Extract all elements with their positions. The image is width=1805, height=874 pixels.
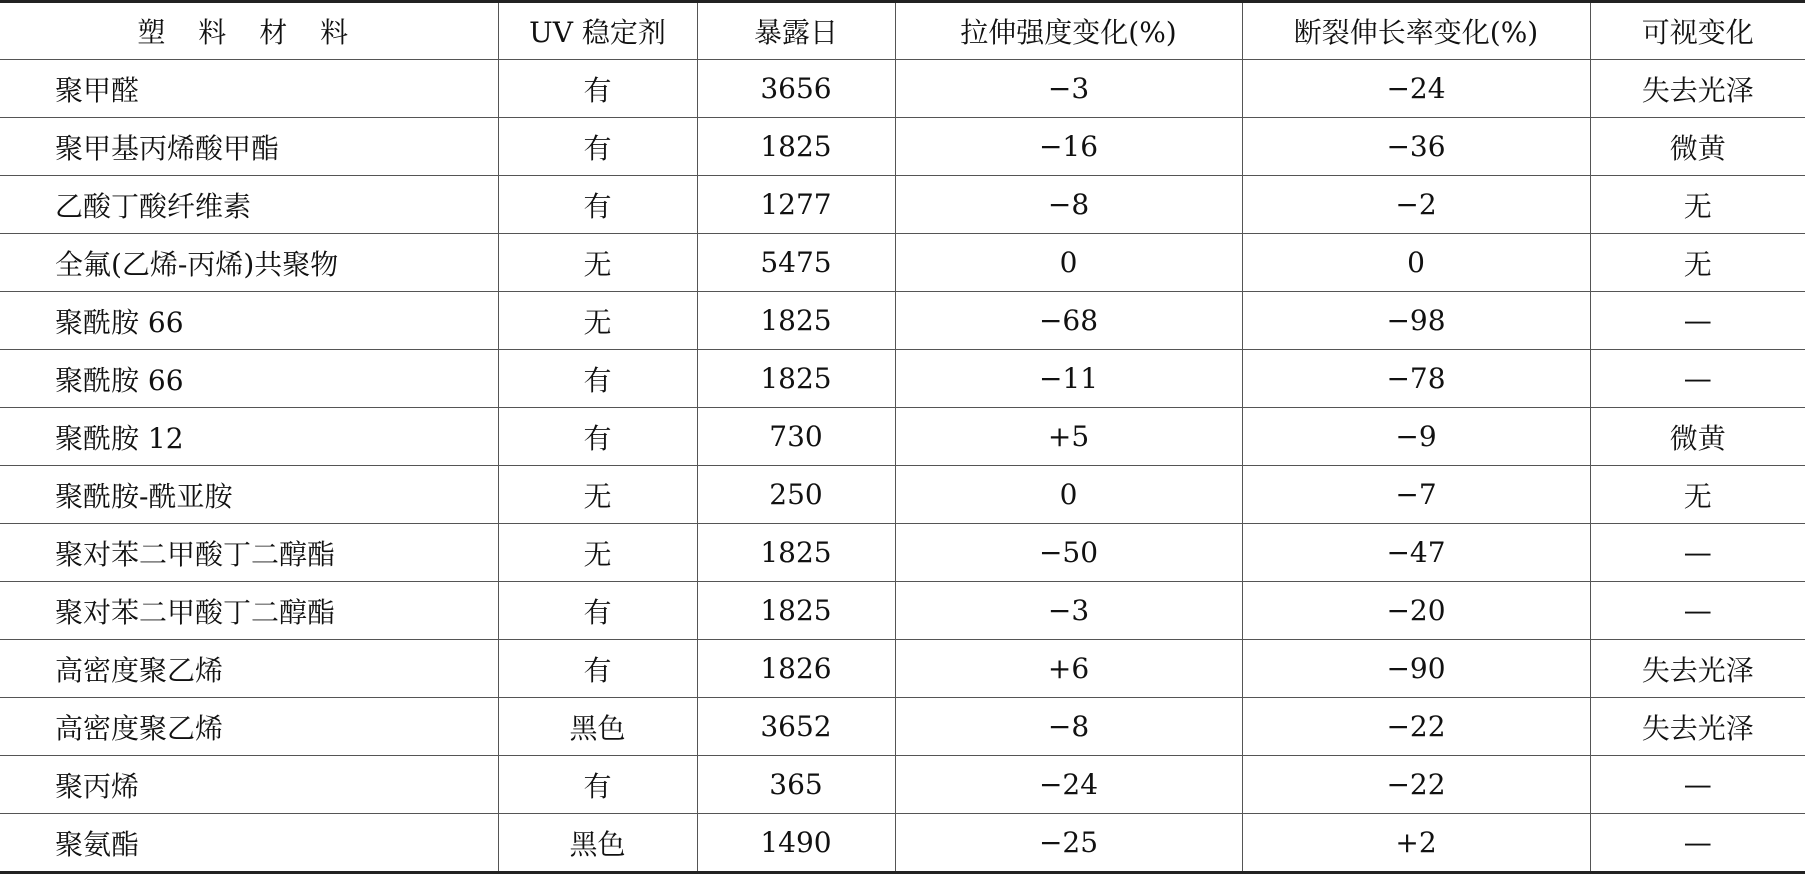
visual-change-cell: — bbox=[1590, 814, 1805, 873]
visual-change-cell: 无 bbox=[1590, 466, 1805, 524]
tensile-change-cell: −24 bbox=[895, 756, 1242, 814]
exposure-days-cell: 3656 bbox=[697, 60, 895, 118]
material-cell: 高密度聚乙烯 bbox=[0, 698, 498, 756]
tensile-change-cell: −8 bbox=[895, 176, 1242, 234]
table-row bbox=[0, 582, 1805, 640]
visual-change-cell: 失去光泽 bbox=[1590, 698, 1805, 756]
header-cell-material: 塑 料 材 料 bbox=[0, 2, 498, 60]
uv-stabilizer-cell: 有 bbox=[498, 408, 697, 466]
elongation-change-cell: −98 bbox=[1242, 292, 1590, 350]
table-row bbox=[0, 60, 1805, 118]
exposure-days-cell: 5475 bbox=[697, 234, 895, 292]
elongation-change-cell: −47 bbox=[1242, 524, 1590, 582]
elongation-change-cell: +2 bbox=[1242, 814, 1590, 873]
visual-change-cell: 失去光泽 bbox=[1590, 60, 1805, 118]
tensile-change-cell: +5 bbox=[895, 408, 1242, 466]
table-row bbox=[0, 524, 1805, 582]
table-row bbox=[0, 408, 1805, 466]
header-cell-exposure-days: 暴露日 bbox=[697, 2, 895, 60]
exposure-days-cell: 365 bbox=[697, 756, 895, 814]
elongation-change-cell: −2 bbox=[1242, 176, 1590, 234]
elongation-change-cell: −24 bbox=[1242, 60, 1590, 118]
visual-change-cell: — bbox=[1590, 582, 1805, 640]
uv-stabilizer-cell: 黑色 bbox=[498, 698, 697, 756]
exposure-days-cell: 1826 bbox=[697, 640, 895, 698]
material-cell: 聚丙烯 bbox=[0, 756, 498, 814]
table-row bbox=[0, 234, 1805, 292]
visual-change-cell: 无 bbox=[1590, 234, 1805, 292]
tensile-change-cell: −68 bbox=[895, 292, 1242, 350]
material-cell: 聚对苯二甲酸丁二醇酯 bbox=[0, 524, 498, 582]
material-cell: 全氟(乙烯-丙烯)共聚物 bbox=[0, 234, 498, 292]
uv-stabilizer-cell: 无 bbox=[498, 524, 697, 582]
uv-stabilizer-cell: 有 bbox=[498, 640, 697, 698]
elongation-change-cell: −22 bbox=[1242, 756, 1590, 814]
material-cell: 聚甲基丙烯酸甲酯 bbox=[0, 118, 498, 176]
header-cell-visual-change: 可视变化 bbox=[1590, 2, 1805, 60]
tensile-change-cell: −3 bbox=[895, 582, 1242, 640]
header-cell-elongation-change: 断裂伸长率变化(%) bbox=[1242, 2, 1590, 60]
table-row bbox=[0, 118, 1805, 176]
elongation-change-cell: −9 bbox=[1242, 408, 1590, 466]
visual-change-cell: 失去光泽 bbox=[1590, 640, 1805, 698]
elongation-change-cell: −22 bbox=[1242, 698, 1590, 756]
elongation-change-cell: −36 bbox=[1242, 118, 1590, 176]
uv-stabilizer-cell: 有 bbox=[498, 118, 697, 176]
exposure-days-cell: 1277 bbox=[697, 176, 895, 234]
elongation-change-cell: −7 bbox=[1242, 466, 1590, 524]
exposure-days-cell: 250 bbox=[697, 466, 895, 524]
table-row bbox=[0, 756, 1805, 814]
visual-change-cell: — bbox=[1590, 524, 1805, 582]
elongation-change-cell: −20 bbox=[1242, 582, 1590, 640]
material-cell: 乙酸丁酸纤维素 bbox=[0, 176, 498, 234]
exposure-days-cell: 3652 bbox=[697, 698, 895, 756]
table-row bbox=[0, 292, 1805, 350]
uv-stabilizer-cell: 有 bbox=[498, 176, 697, 234]
material-cell: 聚酰胺 66 bbox=[0, 292, 498, 350]
tensile-change-cell: +6 bbox=[895, 640, 1242, 698]
visual-change-cell: 无 bbox=[1590, 176, 1805, 234]
tensile-change-cell: 0 bbox=[895, 234, 1242, 292]
exposure-days-cell: 1825 bbox=[697, 524, 895, 582]
table-row bbox=[0, 350, 1805, 408]
tensile-change-cell: −16 bbox=[895, 118, 1242, 176]
exposure-days-cell: 1825 bbox=[697, 350, 895, 408]
visual-change-cell: — bbox=[1590, 292, 1805, 350]
material-cell: 聚氨酯 bbox=[0, 814, 498, 873]
material-cell: 聚对苯二甲酸丁二醇酯 bbox=[0, 582, 498, 640]
visual-change-cell: — bbox=[1590, 756, 1805, 814]
uv-stabilizer-cell: 有 bbox=[498, 350, 697, 408]
header-cell-uv-stabilizer: UV 稳定剂 bbox=[498, 2, 697, 60]
tensile-change-cell: 0 bbox=[895, 466, 1242, 524]
material-cell: 聚酰胺 66 bbox=[0, 350, 498, 408]
elongation-change-cell: −90 bbox=[1242, 640, 1590, 698]
exposure-days-cell: 1825 bbox=[697, 118, 895, 176]
table-row bbox=[0, 176, 1805, 234]
table-row bbox=[0, 814, 1805, 873]
table-header-row bbox=[0, 2, 1805, 60]
exposure-days-cell: 730 bbox=[697, 408, 895, 466]
material-cell: 聚酰胺-酰亚胺 bbox=[0, 466, 498, 524]
uv-stabilizer-cell: 无 bbox=[498, 234, 697, 292]
uv-stabilizer-cell: 无 bbox=[498, 466, 697, 524]
uv-stabilizer-cell: 有 bbox=[498, 582, 697, 640]
table-row bbox=[0, 698, 1805, 756]
table-row bbox=[0, 466, 1805, 524]
visual-change-cell: 微黄 bbox=[1590, 408, 1805, 466]
material-cell: 高密度聚乙烯 bbox=[0, 640, 498, 698]
visual-change-cell: 微黄 bbox=[1590, 118, 1805, 176]
material-cell: 聚酰胺 12 bbox=[0, 408, 498, 466]
tensile-change-cell: −3 bbox=[895, 60, 1242, 118]
uv-stabilizer-cell: 黑色 bbox=[498, 814, 697, 873]
tensile-change-cell: −8 bbox=[895, 698, 1242, 756]
table-row bbox=[0, 640, 1805, 698]
tensile-change-cell: −25 bbox=[895, 814, 1242, 873]
elongation-change-cell: 0 bbox=[1242, 234, 1590, 292]
uv-stabilizer-cell: 有 bbox=[498, 60, 697, 118]
header-cell-tensile-change: 拉伸强度变化(%) bbox=[895, 2, 1242, 60]
uv-stabilizer-cell: 无 bbox=[498, 292, 697, 350]
tensile-change-cell: −50 bbox=[895, 524, 1242, 582]
visual-change-cell: — bbox=[1590, 350, 1805, 408]
tensile-change-cell: −11 bbox=[895, 350, 1242, 408]
uv-stabilizer-cell: 有 bbox=[498, 756, 697, 814]
elongation-change-cell: −78 bbox=[1242, 350, 1590, 408]
table-body bbox=[0, 60, 1805, 873]
exposure-days-cell: 1825 bbox=[697, 292, 895, 350]
exposure-days-cell: 1490 bbox=[697, 814, 895, 873]
exposure-days-cell: 1825 bbox=[697, 582, 895, 640]
material-cell: 聚甲醛 bbox=[0, 60, 498, 118]
